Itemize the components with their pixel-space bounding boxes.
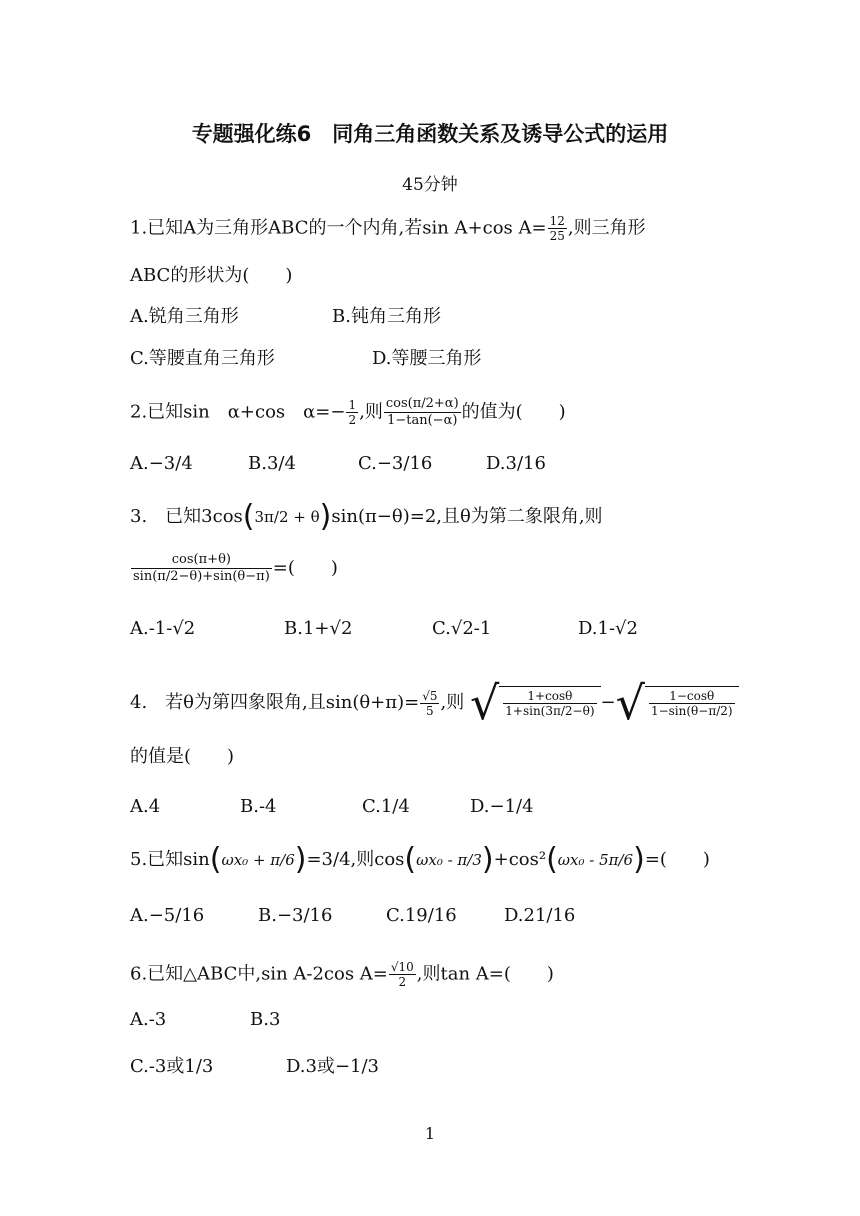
q3-option-c: C.√2-1 xyxy=(432,618,492,639)
q4-option-b: B.-4 xyxy=(240,796,277,817)
q5-option-a: A.−5/16 xyxy=(130,905,205,926)
question-6: 6.已知△ABC中,sin A-2cos A= $\frac{√10}{2}$ ,则tan A=( ) xyxy=(130,960,554,989)
q2-option-b: B.3/4 xyxy=(248,453,296,474)
q6-option-d: D.3或−1/3 xyxy=(286,1056,380,1077)
page-title: 专题强化练6 同角三角函数关系及诱导公式的运用 xyxy=(191,122,669,146)
time-limit: 45分钟 xyxy=(402,175,458,195)
question-3-line2: $\frac{\cos(\pi+\theta)}{\sin(\pi/2-\theta)+\sin(\theta-\pi)}$ =( ) xyxy=(133,552,338,584)
q3-option-a: A.-1-√2 xyxy=(130,618,196,639)
q5-option-d: D.21/16 xyxy=(504,905,576,926)
q2-option-d: D.3/16 xyxy=(486,453,546,474)
q4-root-1: √ $\frac{1+\cos\theta}{1+\sin(3\pi/2-\theta)}$ xyxy=(470,680,601,726)
q4-option-d: D.−1/4 xyxy=(470,796,534,817)
q1-option-b: B.钝角三角形 xyxy=(332,306,441,327)
q6-option-b: B.3 xyxy=(250,1009,281,1030)
q4-option-a: A.4 xyxy=(130,796,161,817)
q2-option-c: C.−3/16 xyxy=(358,453,433,474)
q4-option-c: C.1/4 xyxy=(362,796,410,817)
q3-option-b: B.1+√2 xyxy=(284,618,353,639)
question-1-line2: ABC的形状为( ) xyxy=(130,265,293,286)
q6-option-c: C.-3或1/3 xyxy=(130,1056,214,1077)
question-1: 1.已知A为三角形ABC的一个内角,若sin A+cos A= $\frac{12}{25}$ ,则三角形 xyxy=(130,214,646,243)
q2-expression: $\frac{\cos(\pi/2+\alpha)}{1-\tan(-\alpha)}$ xyxy=(385,396,459,428)
q2-option-a: A.−3/4 xyxy=(130,453,193,474)
question-4-line2: 的值是( ) xyxy=(130,746,235,767)
q6-option-a: A.-3 xyxy=(130,1009,167,1030)
question-4: 4. 若θ为第四象限角,且sin(θ+π)= $\frac{√5}{5}$ ,则 √ $\frac{1+\cos\theta}{1+\sin(3\pi/2-\theta)}$ −√ $\frac{1-\cos\theta}{1-\sin(\theta-\pi/2)}$ xyxy=(130,680,739,726)
q5-option-b: B.−3/16 xyxy=(258,905,333,926)
q3-option-d: D.1-√2 xyxy=(578,618,638,639)
question-3: 3. 已知3cos(3π/2 + θ)sin(π−θ)=2,且θ为第二象限角,则 xyxy=(130,499,603,534)
q1-option-c: C.等腰直角三角形 xyxy=(130,348,275,369)
q1-option-d: D.等腰三角形 xyxy=(372,348,482,369)
page-number: 1 xyxy=(424,1124,436,1143)
question-5: 5.已知sin(ωx₀ + π/6)=3/4,则cos(ωx₀ - π/3)+cos²(ωx₀ - 5π/6)=( ) xyxy=(130,842,710,877)
q4-root-2: √ $\frac{1-\cos\theta}{1-\sin(\theta-\pi/2)}$ xyxy=(616,680,739,726)
q3-expression: $\frac{\cos(\pi+\theta)}{\sin(\pi/2-\theta)+\sin(\theta-\pi)}$ xyxy=(133,552,270,584)
question-2: 2.已知sin α+cos α=− $\frac{1}{2}$ ,则 $\frac{\cos(\pi/2+\alpha)}{1-\tan(-\alpha)}$ 的值为( ) xyxy=(130,396,566,428)
q1-option-a: A.锐角三角形 xyxy=(130,306,239,327)
q5-option-c: C.19/16 xyxy=(386,905,457,926)
